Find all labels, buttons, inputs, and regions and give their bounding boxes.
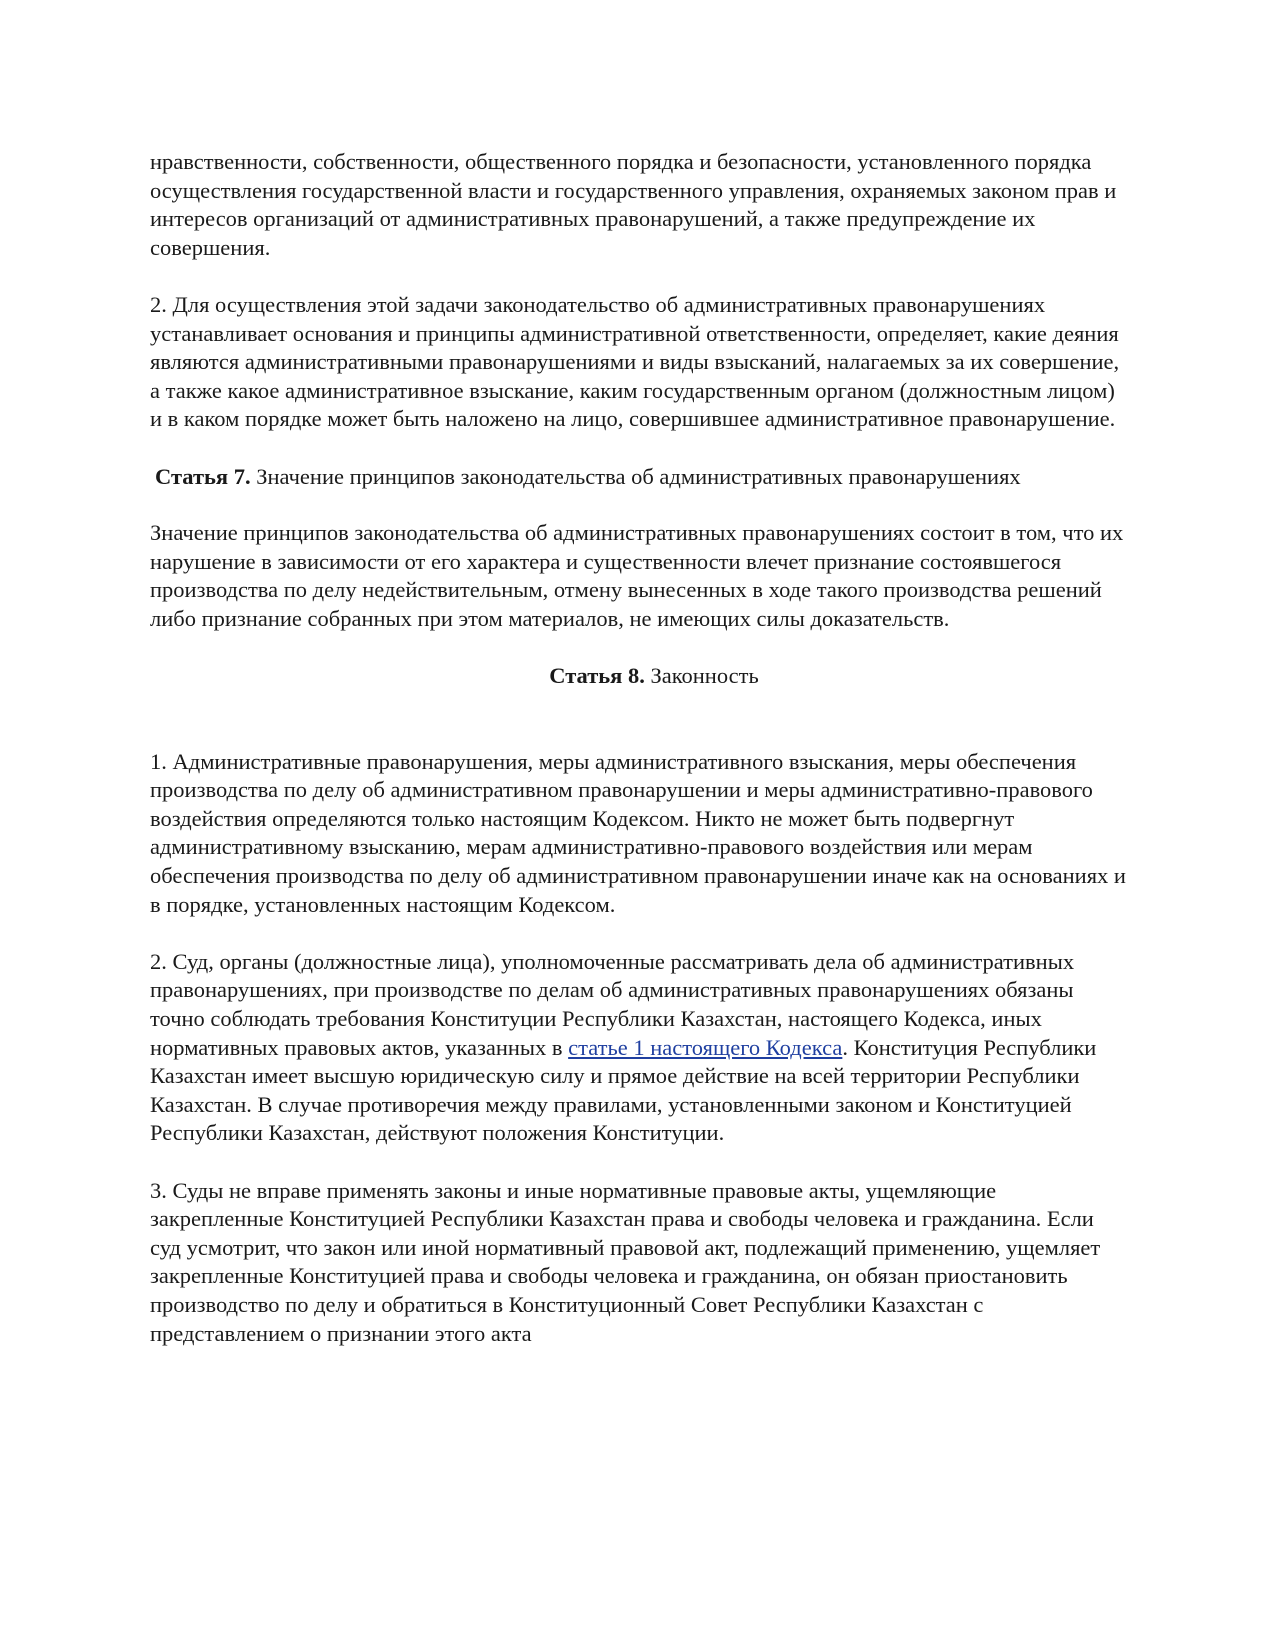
article8-label: Статья 8. bbox=[549, 663, 645, 689]
article7-text: Значение принципов законодательства об административных правонарушениях состоит в том, что их нарушение в зависимости от его характера и существенности влечет признание состоявшегося производства по делу недействительным, отмену вынесенных в ходе такого производства решений либо признание собранных при этом материалов, не имеющих силы доказательств. bbox=[150, 520, 1124, 631]
intro-paragraph: нравственности, собственности, общественного порядка и безопасности, установленного порядка осуществления государственной власти и государственного управления, охраняемых законом прав и интересов организаций от административных правонарушений, а также предупреждение их совершения. bbox=[150, 149, 1117, 260]
article7-title: Значение принципов законодательства об административных правонарушениях bbox=[250, 463, 1021, 489]
article8-p2-text-after: . Конституция Республики Казахстан имеет высшую юридическую силу и прямое действие на всей территории Республики Казахстан. В случае противоречия между правилами, установленными законом и Конституцией Республики Казахстан, действуют положения Конституции. bbox=[150, 1034, 1097, 1146]
article8-heading bbox=[150, 662, 1130, 691]
article8-paragraph-3: 3. Суды не вправе применять законы и иные нормативные правовые акты, ущемляющие закрепленные Конституцией Республики Казахстан права и свободы человека и гражданина. Если суд усмотрит, что закон или иной нормативный правовой акт, подлежащий применению, ущемляет закрепленные Конституцией права и свободы человека и гражданина, он обязан приостановить производство по делу и обратиться в Конституционный Совет Республики Казахстан с представлением о признании этого акта bbox=[150, 1177, 1101, 1346]
article7-label: Статья 7. bbox=[155, 463, 251, 489]
article6-paragraph-2: 2. Для осуществления этой задачи законодательство об административных правонарушениях устанавливает основания и принципы административной ответственности, определяет, какие деяния являются административными правонарушениями и виды взысканий, налагаемых за их совершение, а также какое административное взыскание, каким государственным органом (должностным лицом) и в каком порядке может быть наложено на лицо, совершившее административное правонарушение. bbox=[150, 291, 1120, 432]
article8-paragraph-2 bbox=[150, 948, 1130, 1148]
article1-link[interactable]: статье 1 настоящего Кодекса bbox=[568, 1034, 843, 1060]
article8-p2-text-before: 2. Суд, органы (должностные лица), уполномоченные рассматривать дела об административных правонарушениях, при производстве по делам об административных правонарушениях обязаны точно соблюдать требования Конституции Республики Казахстан, настоящего Кодекса, иных нормативных правовых актов, указанных в bbox=[150, 948, 1075, 1060]
article7-heading bbox=[155, 463, 1130, 492]
article8-paragraph-1: 1. Административные правонарушения, меры административного взыскания, меры обеспечения производства по делу об административном правонарушении и меры административно-правового воздействия определяются только настоящим Кодексом. Никто не может быть подвергнут административному взысканию, мерам административно-правового воздействия или мерам обеспечения производства по делу об административном правонарушении иначе как на основаниях и в порядке, установленных настоящим Кодексом. bbox=[150, 748, 1126, 917]
article8-title: Законность bbox=[644, 663, 759, 689]
document-page bbox=[150, 148, 1130, 1377]
